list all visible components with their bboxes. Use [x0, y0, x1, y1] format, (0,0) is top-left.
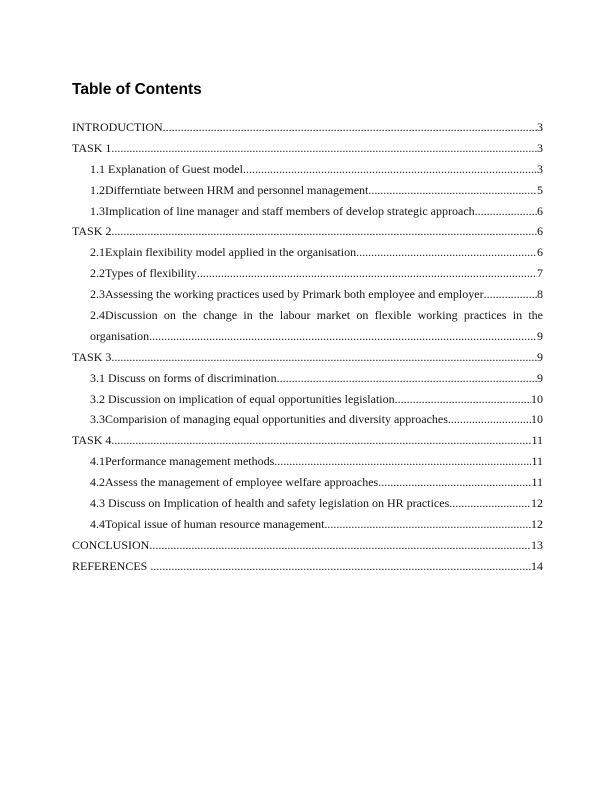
toc-page-number: 3 [537, 120, 543, 134]
toc-page-number: 13 [531, 537, 543, 552]
toc-entry [72, 284, 543, 305]
toc-entry [72, 389, 543, 410]
toc-page-number: 9 [537, 370, 543, 385]
toc-entry-text: TASK 2 [72, 224, 112, 239]
toc-entry-text: 4.2Assess the management of employee welfare approaches [90, 475, 379, 490]
toc-entry [72, 201, 543, 222]
toc-leader-dots [274, 451, 531, 472]
toc-page-number: 3 [537, 161, 543, 176]
toc-page-number: 11 [531, 433, 543, 448]
toc-leader-dots [448, 409, 531, 430]
toc-entry-text: organisation [90, 328, 150, 343]
toc-entry [72, 535, 543, 556]
toc-entry-line1: 2.4Discussion on the change in the labour market on flexible working practices in the [90, 308, 543, 323]
toc-entry-line2 [90, 326, 543, 347]
toc-entry [72, 159, 543, 180]
toc-leader-dots [111, 347, 537, 368]
toc-entry [72, 138, 543, 159]
toc-page-number: 14 [531, 558, 543, 573]
toc-entry-text: 1.3Implication of line manager and staff members of develop strategic approach [90, 203, 475, 218]
toc-entry [72, 430, 543, 451]
toc-page-number: 9 [537, 349, 543, 364]
toc-entry-text: 1.2Differntiate between HRM and personnel management [90, 182, 369, 197]
toc-entry [72, 242, 543, 263]
toc-page-number: 10 [531, 412, 543, 427]
toc-leader-dots [150, 556, 531, 577]
toc-leader-dots [243, 159, 537, 180]
toc-entry-text: REFERENCES [72, 558, 151, 573]
toc-page-number: 6 [537, 203, 543, 218]
toc-leader-dots [149, 326, 537, 347]
toc-page-number: 11 [531, 475, 543, 490]
toc-entry-text: 1.1 Explanation of Guest model [90, 161, 243, 176]
toc-leader-dots [197, 263, 537, 284]
toc-entry [72, 221, 543, 242]
toc-entry-text: 2.2Types of flexibility [90, 266, 197, 281]
toc-page-number: 6 [537, 224, 543, 239]
toc-leader-dots [475, 201, 537, 222]
toc-entry-text: 2.3Assessing the working practices used by Primark both employee and employer [90, 287, 484, 302]
toc-leader-dots [449, 493, 531, 514]
toc-entry-text: 4.4Topical issue of human resource management [90, 516, 325, 531]
toc-entry [72, 347, 543, 368]
toc-entry-text: 3.3Comparision of managing equal opportunities and diversity approaches [90, 412, 448, 427]
toc-leader-dots [111, 138, 537, 159]
toc-entry-text: 3.1 Discuss on forms of discrimination [90, 370, 277, 385]
toc-leader-dots [163, 117, 537, 138]
toc-entry-text: 4.1Performance management methods [90, 454, 275, 469]
toc-entry [72, 305, 543, 347]
toc-leader-dots [277, 368, 537, 389]
toc-entry-text: TASK 4 [72, 433, 112, 448]
toc-page-number: 9 [537, 328, 543, 343]
toc-entry-text: 4.3 Discuss on Implication of health and safety legislation on HR practices [90, 496, 450, 511]
toc-page-number: 12 [531, 516, 543, 531]
toc-entry-text: TASK 3 [72, 349, 112, 364]
toc-page-number: 11 [531, 454, 543, 469]
toc-page-number: 12 [531, 496, 543, 511]
toc-entry [72, 451, 543, 472]
toc-leader-dots [484, 284, 537, 305]
toc-page-number: 3 [537, 140, 543, 155]
toc-leader-dots [356, 242, 537, 263]
toc-leader-dots [111, 430, 531, 451]
toc-entry [72, 472, 543, 493]
toc-entry-text: CONCLUSION [72, 537, 150, 552]
toc-entry [72, 368, 543, 389]
toc-page-number: 7 [537, 266, 543, 281]
page-title: Table of Contents [72, 81, 202, 98]
toc-page-number: 5 [537, 182, 543, 197]
toc-entry-text: 3.2 Discussion on implication of equal opportunities legislation [90, 391, 395, 406]
toc-leader-dots [324, 514, 531, 535]
toc-entry [72, 180, 543, 201]
toc-entry-text: 2.1Explain flexibility model applied in the organisation [90, 245, 357, 260]
toc-entry [72, 556, 543, 577]
toc-page-number: 6 [537, 245, 543, 260]
toc-entry [72, 409, 543, 430]
toc-list [72, 117, 543, 577]
toc-entry [72, 117, 543, 138]
toc-page-number: 8 [537, 287, 543, 302]
toc-leader-dots [111, 221, 537, 242]
toc-leader-dots [149, 535, 531, 556]
toc-leader-dots [378, 472, 531, 493]
toc-entry [72, 493, 543, 514]
toc-leader-dots [368, 180, 537, 201]
toc-entry-text: TASK 1 [72, 140, 112, 155]
toc-entry [72, 263, 543, 284]
toc-page-number: 10 [531, 391, 543, 406]
toc-entry [72, 514, 543, 535]
toc-leader-dots [395, 389, 531, 410]
toc-entry-text: INTRODUCTION [72, 120, 163, 134]
